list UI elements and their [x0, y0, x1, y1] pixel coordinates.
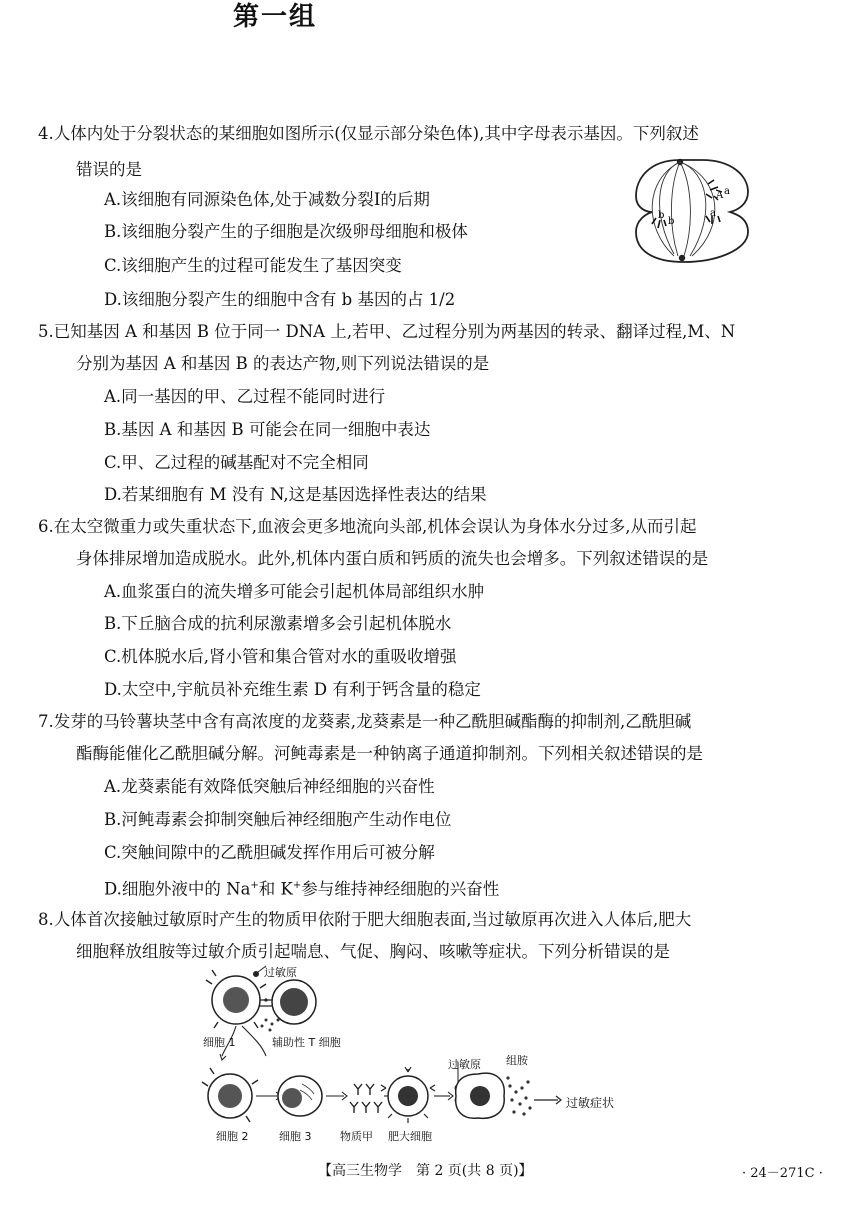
q5-stem-line1: 5.已知基因 A 和基因 B 位于同一 DNA 上,若甲、乙过程分别为两基因的转录、翻译过程,M、N	[38, 322, 736, 341]
q5-option-c: C.甲、乙过程的碱基配对不完全相同	[104, 453, 369, 472]
q5-option-a: A.同一基因的甲、乙过程不能同时进行	[104, 387, 386, 406]
q7-option-d-prefix: D.细胞外液中的 Na	[104, 879, 251, 899]
q6-option-d: D.太空中,宇航员补充维生素 D 有利于钙含量的稳定	[104, 680, 481, 699]
q7-option-a: A.龙葵素能有效降低突触后神经细胞的兴奋性	[104, 777, 435, 796]
q7-option-d-mid: 和 K	[258, 879, 293, 899]
q7-option-d-sup1: +	[250, 880, 259, 891]
degranulating-cell-nucleus	[470, 1086, 490, 1106]
q4-gene-label: b	[658, 210, 665, 221]
q4-stem-line1: 4.人体内处于分裂状态的某细胞如图所示(仅显示部分染色体),其中字母表示基因。下列叙述	[38, 124, 699, 143]
mast-cell-nucleus	[398, 1086, 418, 1106]
q8-label-mast-cell: 肥大细胞	[388, 1130, 432, 1143]
q8-label-histamine: 组胺	[506, 1054, 528, 1067]
q4-gene-label: b	[668, 216, 675, 227]
q6-option-a: A.血浆蛋白的流失增多可能会引起机体局部组织水肿	[104, 582, 485, 601]
q6-stem-line1: 6.在太空微重力或失重状态下,血液会更多地流向头部,机体会误认为身体水分过多,从而引起	[38, 517, 697, 536]
q5-option-b: B.基因 A 和基因 B 可能会在同一细胞中表达	[104, 420, 431, 439]
q8-label-substance: 物质甲	[340, 1130, 373, 1143]
q5-option-d: D.若某细胞有 M 没有 N,这是基因选择性表达的结果	[104, 485, 487, 504]
helper-t-nucleus	[280, 988, 308, 1016]
q4-stem-line2: 错误的是	[76, 160, 142, 179]
cell2-nucleus	[218, 1084, 242, 1108]
q7-option-d	[104, 876, 499, 900]
q8-stem-line1: 8.人体首次接触过敏原时产生的物质甲依附于肥大细胞表面,当过敏原再次进入人体后,肥大	[38, 910, 692, 929]
q8-label-allergen-top: 过敏原	[264, 966, 297, 979]
q7-stem-line1: 7.发芽的马铃薯块茎中含有高浓度的龙葵素,龙葵素是一种乙酰胆碱酯酶的抑制剂,乙酰胆碱	[38, 712, 692, 731]
q4-option-a: A.该细胞有同源染色体,处于减数分裂Ⅰ的后期	[104, 190, 430, 209]
page-title: 第一组	[233, 2, 318, 32]
q7-option-d-sup2: +	[292, 880, 302, 891]
q8-label-helper-t: 辅助性 T 细胞	[272, 1036, 341, 1049]
q7-option-d-suffix: 参与维持神经细胞的兴奋性	[301, 879, 500, 899]
page-footer: 【高三生物学 第 2 页(共 8 页)】	[318, 1163, 533, 1179]
q5-stem-line2: 分别为基因 A 和基因 B 的表达产物,则下列说法错误的是	[76, 354, 490, 373]
q7-option-c: C.突触间隙中的乙酰胆碱发挥作用后可被分解	[104, 843, 435, 862]
q8-allergy-figure	[196, 960, 616, 1148]
q8-label-symptom: 过敏症状	[566, 1096, 615, 1110]
q4-gene-label: a	[724, 186, 730, 197]
q4-gene-label: A	[716, 190, 724, 201]
cell3-nucleus	[282, 1088, 302, 1108]
q4-option-d: D.该细胞分裂产生的细胞中含有 b 基因的占 1/2	[104, 290, 456, 309]
q8-label-allergen-right: 过敏原	[448, 1058, 481, 1071]
q7-stem-line2: 酯酶能催化乙酰胆碱分解。河鲀毒素是一种钠离子通道抑制剂。下列相关叙述错误的是	[76, 744, 703, 763]
q6-stem-line2: 身体排尿增加造成脱水。此外,机体内蛋白质和钙质的流失也会增多。下列叙述错误的是	[76, 549, 709, 568]
q4-option-b: B.该细胞分裂产生的子细胞是次级卵母细胞和极体	[104, 222, 468, 241]
q4-gene-label: a	[710, 208, 716, 219]
q8-label-cell1: 细胞 1	[203, 1036, 236, 1049]
q4-option-c: C.该细胞产生的过程可能发生了基因突变	[104, 256, 402, 275]
q7-option-b: B.河鲀毒素会抑制突触后神经细胞产生动作电位	[104, 810, 452, 829]
q4-cell-figure	[630, 154, 754, 266]
q6-option-c: C.机体脱水后,肾小管和集合管对水的重吸收增强	[104, 647, 457, 666]
q8-label-cell2: 细胞 2	[216, 1130, 249, 1143]
antibody-icons	[350, 1084, 382, 1113]
q8-label-cell3: 细胞 3	[279, 1130, 312, 1143]
cell1-nucleus	[223, 987, 249, 1013]
q8-stem-line2: 细胞释放组胺等过敏介质引起喘息、气促、胸闷、咳嗽等症状。下列分析错误的是	[76, 942, 670, 961]
exam-code: · 24－271C ·	[742, 1166, 823, 1181]
q6-option-b: B.下丘脑合成的抗利尿激素增多会引起机体脱水	[104, 614, 452, 633]
histamine-granules	[506, 1076, 531, 1115]
